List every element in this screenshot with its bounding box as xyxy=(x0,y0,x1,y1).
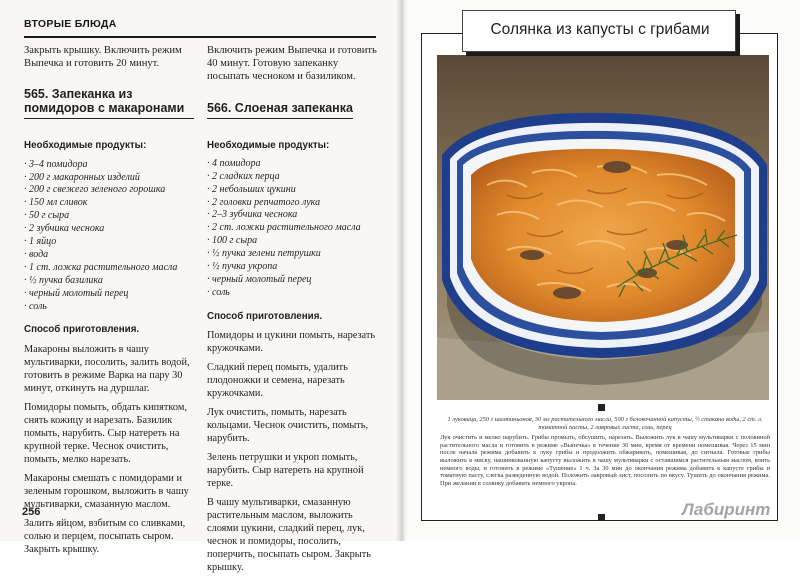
ingredient-item: · 3–4 помидора xyxy=(24,158,88,170)
ingredients-heading: Необходимые продукты: xyxy=(207,139,330,151)
ingredient-item: · 2 сладких перца xyxy=(207,170,280,182)
method-paragraph: Макароны выложить в чашу мультиварки, посолить, залить водой, готовить в режиме Варка на пару 30 минут, откинуть на дуршлаг. xyxy=(24,343,190,394)
ingredient-item: · черный молотый перец xyxy=(24,287,129,299)
ingredient-item: · 150 мл сливок xyxy=(24,197,88,209)
ingredient-item: · 2 головки репчатого лука xyxy=(207,196,321,208)
ingredients-heading: Необходимые продукты: xyxy=(24,140,147,152)
caption-end-marker xyxy=(598,514,605,521)
ingredient-item: · 1 ст. ложка растительного масла xyxy=(24,261,178,273)
header-rule xyxy=(24,36,376,38)
dish-photo xyxy=(437,55,769,400)
method-paragraph: Лук очистить, помыть, нарезать кольцами. Чеснок очистить, помыть, нарубить. xyxy=(207,406,369,444)
method-text xyxy=(207,329,377,574)
feature-caption xyxy=(440,416,770,487)
ingredient-item: · 50 г сыра xyxy=(24,210,70,222)
left-intro-text xyxy=(24,44,194,70)
ingredient-item: · ½ пучка зелени петрушки xyxy=(207,248,321,260)
method-paragraph: Помидоры и цукини помыть, нарезать кружочками. xyxy=(207,329,376,354)
ingredient-item: · 100 г сыра xyxy=(207,235,258,247)
method-heading: Способ приготовления. xyxy=(24,324,140,336)
ingredient-item: · черный молотый перец xyxy=(207,273,312,285)
ingredients-list xyxy=(24,159,194,314)
ingredient-item: · вода xyxy=(24,248,49,260)
feature-title-box xyxy=(462,10,736,52)
dish-illustration xyxy=(437,55,769,400)
left-column xyxy=(24,44,194,562)
method-heading: Способ приготовления. xyxy=(207,310,323,322)
method-paragraph: Зелень петрушки и укроп помыть, нарубить. Сыр натереть на крупной терке. xyxy=(207,451,364,489)
watermark-logo: Лабиринт xyxy=(682,500,771,519)
ingredient-item: · ½ пучка базилика xyxy=(24,274,103,286)
page-number: 256 xyxy=(22,506,41,518)
method-paragraph: Залить яйцом, взбитым со сливками, солью и перцем, посыпать сыром. Закрыть крышку. xyxy=(24,517,186,555)
book-spine-shadow xyxy=(396,0,406,541)
right-intro-text xyxy=(207,44,377,84)
feature-title: Солянка из капусты с грибами xyxy=(490,21,710,38)
ingredient-item: · 2 ст. ложки растительного масла xyxy=(207,222,361,234)
cabbage-filling xyxy=(471,149,735,322)
caption-marker xyxy=(598,404,605,411)
method-paragraph: Помидоры помыть, обдать кипятком, снять кожицу и нарезать. Базилик помыть, нарубить. Сыр натереть на крупной терке. Чеснок очистить, помыть, мелко нарезать. xyxy=(24,401,187,465)
method-text xyxy=(24,343,194,556)
method-paragraph: В чашу мультиварки, смазанную растительным маслом, выложить слоями цукини, сладкий перец, лук, чеснок и помидоры, посолить, поперчить, посыпать сыром. Закрыть крышку. xyxy=(207,496,371,573)
ingredients-list xyxy=(207,158,377,300)
ingredient-item: · соль xyxy=(207,286,230,298)
recipe-566-title: 566. Слоеная запеканка xyxy=(207,101,353,119)
ingredient-item: · 1 яйцо xyxy=(24,236,57,248)
right-column xyxy=(207,44,377,580)
ingredient-item: · 200 г свежего зеленого горошка xyxy=(24,184,166,196)
recipe-565-title: 565. Запеканка из помидоров с макаронами xyxy=(24,87,194,119)
caption-method: Лук очистить и мелко нарубить. Грибы промыть, обсушить, нарезать. Выложить лук в чашу мультиварки с половиной растительного масла и готовить в режиме «Выпечка» в течение 30 мин, время от времени помешивая. Через 15 мин после начала режима добавить к луку грибы и продолжить обжаривать, помешивая, до сигнала. Готовые грибы выложить в миску, нашинкованную капусту выложить в чашу мультиварки с оставшимся растительным маслом, влить немного воды, и готовить в режиме «Тушение» 1 ч. За 30 мин до окончания режима добавить к капусте грибы и томатную пасту, слегка разведенную водой. Положить лавровый лист, посолить по вкусу. Тушить до окончания режима. При желании в солянку добавить немного укропа. xyxy=(440,434,770,487)
running-head: ВТОРЫЕ БЛЮДА xyxy=(24,18,117,30)
ingredient-item: · 4 помидора xyxy=(207,157,261,169)
ingredient-item: · 2 зубчика чеснока xyxy=(24,223,105,235)
method-paragraph: Сладкий перец помыть, удалить плодоножки и семена, нарезать кружочками. xyxy=(207,361,348,399)
ingredient-item: · соль xyxy=(24,300,47,312)
method-paragraph: Макароны смешать с помидорами и зеленым горошком, выложить в чашу мультиварки, смазанную маслом. xyxy=(24,472,189,510)
ingredient-item: · 2 небольших цукини xyxy=(207,183,296,195)
left-intro: Закрыть крышку. Включить режим Выпечка и готовить 20 минут. xyxy=(24,45,182,70)
ingredient-item: · 200 г макаронных изделий xyxy=(24,171,140,183)
caption-ingredients: 1 луковица, 250 г шампиньонов, 30 мл растительного масла, 500 г белокочанной капусты, ½ стакана воды, 2 ст. л. томатной пасты, 2 лавровых листа, соль, перец xyxy=(447,416,763,431)
ingredient-item: · 2–3 зубчика чеснока xyxy=(207,209,298,221)
right-intro: Включить режим Выпечка и готовить 40 минут. Готовую запеканку посыпать чесноком и базиликом. xyxy=(207,45,377,83)
ingredient-item: · ½ пучка укропа xyxy=(207,261,278,273)
